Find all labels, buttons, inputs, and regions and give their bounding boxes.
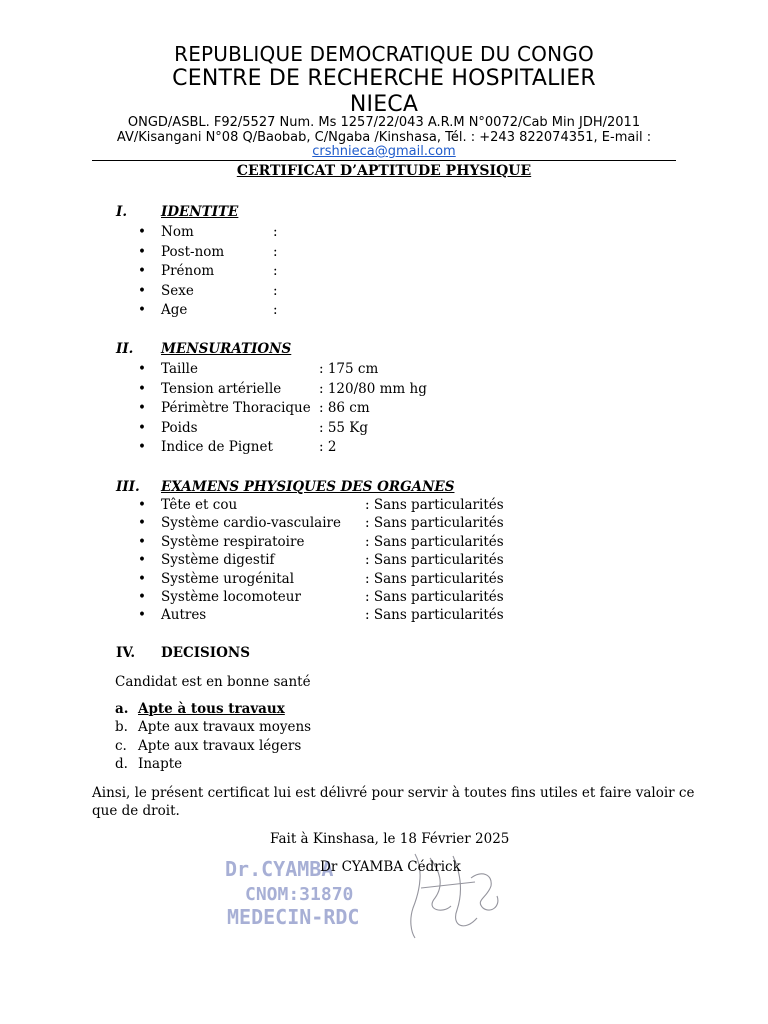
bullet-icon: • — [138, 282, 146, 299]
decision-option-letter: b. — [115, 719, 128, 736]
bullet-icon: • — [138, 380, 146, 397]
bullet-icon: • — [138, 263, 146, 280]
bullet-icon: • — [138, 570, 146, 587]
field-label: Périmètre Thoracique — [161, 400, 311, 417]
field-label: Poids — [161, 419, 198, 436]
bullet-icon: • — [138, 419, 146, 436]
field-label: Indice de Pignet — [161, 439, 273, 456]
section-decisions-title: DECISIONS — [161, 645, 250, 661]
decision-option-letter: d. — [115, 755, 128, 772]
field-label: Autres — [161, 607, 207, 624]
institution-acronym: NIECA — [349, 92, 419, 117]
country-name: REPUBLIQUE DEMOCRATIQUE DU CONGO — [174, 42, 594, 66]
email-link[interactable]: crshnieca@gmail.com — [312, 144, 456, 159]
bullet-icon: • — [138, 589, 146, 605]
bullet-icon: • — [138, 607, 146, 624]
section-examens-title: EXAMENS PHYSIQUES DES ORGANES — [161, 479, 455, 495]
bullet-icon: • — [138, 400, 146, 417]
decision-option-letter: c. — [115, 737, 127, 754]
field-value: : Sans particularités — [365, 497, 504, 513]
bullet-icon: • — [138, 533, 146, 550]
institution-name: CENTRE DE RECHERCHE HOSPITALIER — [172, 66, 596, 91]
bullet-icon: • — [138, 361, 146, 377]
field-value: : 120/80 mm hg — [319, 380, 427, 397]
field-label: Tension artérielle — [161, 380, 282, 397]
section-decisions-number: IV. — [116, 645, 136, 661]
field-label: Système digestif — [161, 552, 275, 569]
decision-option-selected: Apte à tous travaux — [138, 701, 285, 717]
field-value: : Sans particularités — [365, 515, 504, 532]
field-label: Système respiratoire — [161, 533, 305, 550]
field-value: : Sans particularités — [365, 570, 504, 587]
section-examens-number: III. — [116, 479, 140, 495]
field-value: : — [273, 263, 278, 280]
document-title: CERTIFICAT D’APTITUDE PHYSIQUE — [236, 163, 532, 179]
section-mensurations-title: MENSURATIONS — [161, 341, 292, 357]
bullet-icon: • — [138, 224, 146, 240]
field-label: Taille — [161, 361, 198, 377]
header-divider — [92, 160, 676, 161]
field-label: Prénom — [161, 263, 215, 280]
decision-option: Apte aux travaux moyens — [138, 719, 312, 736]
bullet-icon: • — [138, 302, 146, 319]
field-label: Système locomoteur — [161, 589, 301, 605]
bullet-icon: • — [138, 515, 146, 532]
stamp-line-1: Dr.CYAMBA — [225, 857, 334, 881]
section-identite-title: IDENTITE — [161, 204, 239, 220]
bullet-icon: • — [138, 243, 146, 260]
health-statement: Candidat est en bonne santé — [115, 674, 311, 690]
stamp-line-3: MEDECIN-RDC — [227, 905, 360, 929]
email-line — [0, 144, 768, 159]
decision-option: Apte aux travaux légers — [138, 737, 302, 754]
field-value: : Sans particularités — [365, 533, 504, 550]
bullet-icon: • — [138, 497, 146, 513]
decision-option: Inapte — [138, 755, 183, 772]
decision-option-letter: a. — [115, 701, 129, 717]
place-date: Fait à Kinshasa, le 18 Février 2025 — [270, 831, 510, 847]
field-value: : Sans particularités — [365, 552, 504, 569]
address-line: AV/Kisangani N°08 Q/Baobab, C/Ngaba /Kinshasa, Tél. : +243 822074351, E-mail : — [116, 130, 652, 145]
field-value: : — [273, 282, 278, 299]
bullet-icon: • — [138, 439, 146, 456]
field-label: Système cardio-vasculaire — [161, 515, 341, 532]
field-label: Tête et cou — [161, 497, 238, 513]
registration-line: ONGD/ASBL. F92/5527 Num. Ms 1257/22/043 A.R.M N°0072/Cab Min JDH/2011 — [127, 115, 641, 130]
field-value: : — [273, 302, 278, 319]
field-value: : — [273, 243, 278, 260]
field-label: Sexe — [161, 282, 194, 299]
field-label: Nom — [161, 224, 194, 240]
field-value: : Sans particularités — [365, 589, 504, 605]
stamp-line-2: CNOM:31870 — [245, 884, 354, 905]
field-label: Post-nom — [161, 243, 225, 260]
field-value: : 55 Kg — [319, 419, 369, 436]
signatory-name: Dr CYAMBA Cédrick — [320, 859, 461, 875]
field-value: : 175 cm — [319, 361, 379, 377]
closing-line-2: que de droit. — [92, 803, 180, 819]
field-value: : 86 cm — [319, 400, 370, 417]
field-value: : Sans particularités — [365, 607, 504, 624]
bullet-icon: • — [138, 552, 146, 569]
field-label: Système urogénital — [161, 570, 295, 587]
section-mensurations-number: II. — [116, 341, 134, 357]
field-value: : 2 — [319, 439, 337, 456]
field-label: Age — [161, 302, 188, 319]
section-identite-number: I. — [116, 204, 128, 220]
field-value: : — [273, 224, 278, 240]
closing-line-1: Ainsi, le présent certificat lui est délivré pour servir à toutes fins utiles et faire valoir ce — [92, 785, 695, 801]
